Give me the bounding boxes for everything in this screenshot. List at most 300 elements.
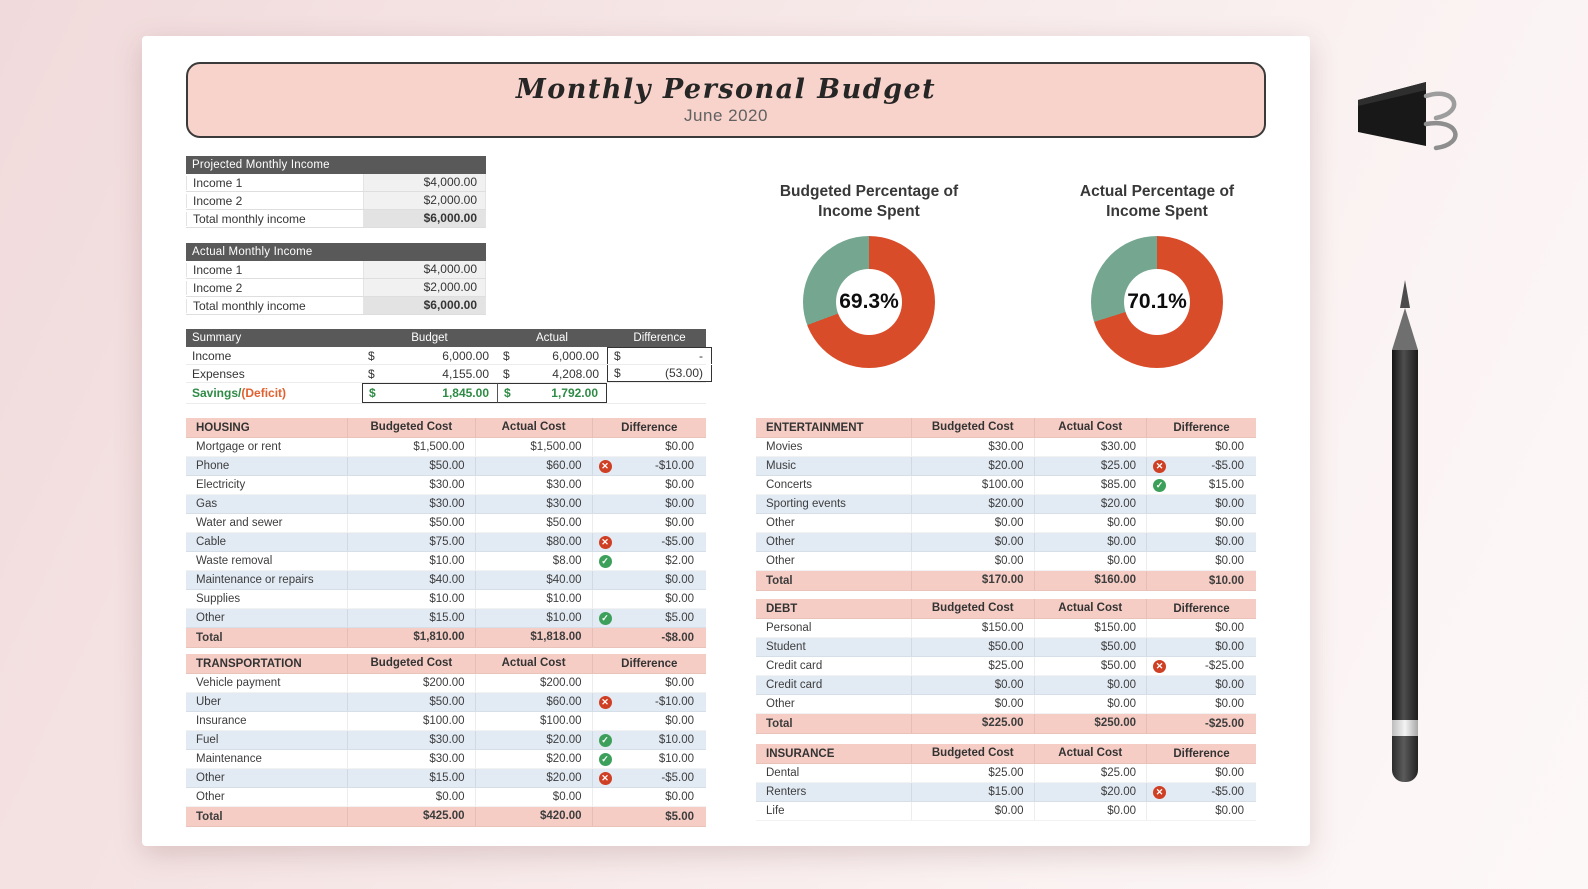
income-row-label: Total monthly income: [186, 212, 363, 226]
expense-total-row: [756, 714, 1256, 734]
actual-cost-cell: $100.00: [475, 712, 592, 730]
income-row-value: $2,000.00: [363, 192, 486, 209]
expense-total-row: [186, 628, 706, 648]
total-label: Total: [196, 631, 223, 644]
budgeted-cost-cell: $1,500.00: [347, 438, 474, 456]
transportation-table: [186, 654, 706, 827]
total-difference-cell: [1146, 571, 1256, 590]
expense-row: [186, 438, 706, 457]
total-label: Total: [766, 717, 793, 730]
budgeted-cost-cell: $150.00: [911, 619, 1034, 637]
budgeted-cost-cell: $0.00: [911, 533, 1034, 551]
difference-amount: $0.00: [1215, 767, 1244, 779]
budgeted-cost-cell: $0.00: [347, 788, 474, 806]
budgeted-cost-cell: $40.00: [347, 571, 474, 589]
actual-cost-cell: $80.00: [475, 533, 592, 551]
page-title: Monthly Personal Budget: [515, 74, 937, 105]
budgeted-cost-cell: $25.00: [911, 657, 1034, 675]
difference-cell: [592, 712, 706, 730]
entertainment-table: [756, 418, 1256, 591]
difference-cell: [1146, 764, 1256, 782]
budgeted-cost-cell: $0.00: [911, 552, 1034, 570]
expense-row-label: Renters: [766, 786, 807, 798]
donut-center-label: 70.1%: [1124, 269, 1190, 335]
difference-amount: $0.00: [665, 791, 694, 803]
total-actual-cell: $420.00: [475, 807, 592, 826]
expense-row: [186, 457, 706, 476]
expense-row: [756, 783, 1256, 802]
actual-cost-header: Actual Cost: [1034, 599, 1147, 618]
expense-row-label: Sporting events: [766, 498, 846, 510]
expense-row-label: Vehicle payment: [196, 677, 281, 689]
budget-sheet: [142, 36, 1310, 846]
currency-symbol: $: [368, 348, 375, 363]
actual-cost-cell: $40.00: [475, 571, 592, 589]
currency-symbol: $: [503, 366, 510, 381]
difference-cell: [1146, 457, 1256, 475]
difference-amount: $0.00: [1215, 441, 1244, 453]
actual-cost-cell: $20.00: [1034, 495, 1147, 513]
actual-cost-header: Actual Cost: [475, 654, 592, 673]
budgeted-cost-cell: $100.00: [347, 712, 474, 730]
income-row: [186, 210, 486, 228]
difference-amount: $10.00: [658, 753, 694, 765]
currency-symbol: $: [614, 366, 621, 380]
summary-row: [186, 365, 706, 383]
expense-row: [756, 764, 1256, 783]
expense-row: [186, 609, 706, 628]
actual-income-table: [186, 243, 486, 315]
difference-cell: [592, 693, 706, 711]
difference-cell: [592, 788, 706, 806]
difference-amount: $5.00: [665, 612, 694, 624]
difference-cell: [592, 438, 706, 456]
difference-amount: $0.00: [1215, 517, 1244, 529]
budgeted-cost-cell: $50.00: [347, 514, 474, 532]
actual-cost-cell: $20.00: [475, 750, 592, 768]
expense-row-label: Music: [766, 460, 797, 472]
budgeted-cost-cell: $50.00: [347, 457, 474, 475]
total-difference-amount: -$8.00: [661, 631, 694, 644]
difference-amount: $0.00: [1215, 555, 1244, 567]
summary-actual-cell: [497, 347, 607, 364]
over-budget-x-icon: ✕: [599, 460, 612, 473]
income-row-value: $4,000.00: [363, 174, 486, 191]
difference-cell: [1146, 676, 1256, 694]
amount: 1,845.00: [442, 386, 489, 400]
expense-row-label: Mortgage or rent: [196, 441, 282, 453]
difference-cell: [1146, 438, 1256, 456]
difference-amount: $0.00: [1215, 536, 1244, 548]
summary-actual-cell: [497, 365, 607, 382]
difference-cell: [1146, 783, 1256, 801]
actual-cost-cell: $10.00: [475, 590, 592, 608]
difference-cell: [1146, 802, 1256, 820]
difference-amount: $0.00: [665, 593, 694, 605]
budgeted-cost-cell: $15.00: [347, 609, 474, 627]
donut-chart: [803, 236, 935, 368]
budgeted-cost-cell: $25.00: [911, 764, 1034, 782]
expense-row-label: Personal: [766, 622, 812, 634]
over-budget-x-icon: ✕: [1153, 460, 1166, 473]
category-name: DEBT: [766, 602, 798, 615]
budgeted-cost-cell: $100.00: [911, 476, 1034, 494]
actual-cost-cell: $50.00: [1034, 657, 1147, 675]
difference-cell: [592, 457, 706, 475]
actual-cost-cell: $200.00: [475, 674, 592, 692]
budgeted-cost-cell: $10.00: [347, 552, 474, 570]
total-difference-amount: $10.00: [1208, 574, 1244, 587]
expense-row: [186, 788, 706, 807]
income-table-header: Projected Monthly Income: [186, 156, 486, 174]
expense-row-label: Other: [766, 555, 795, 567]
actual-cost-cell: $50.00: [1034, 638, 1147, 656]
difference-cell: [592, 571, 706, 589]
chart-title-line2: Income Spent: [1106, 203, 1208, 221]
budgeted-cost-header: Budgeted Cost: [911, 418, 1034, 437]
budgeted-cost-cell: $10.00: [347, 590, 474, 608]
total-difference-cell: [592, 807, 706, 826]
difference-cell: [592, 552, 706, 570]
expense-row: [756, 533, 1256, 552]
expense-row: [756, 619, 1256, 638]
expense-row: [186, 495, 706, 514]
difference-amount: $0.00: [1215, 498, 1244, 510]
under-budget-check-icon: ✓: [599, 734, 612, 747]
difference-header: Difference: [592, 418, 706, 437]
budgeted-cost-cell: $30.00: [347, 495, 474, 513]
budgeted-cost-cell: $20.00: [911, 457, 1034, 475]
chart-title-line1: Budgeted Percentage of: [779, 183, 959, 200]
expense-row: [186, 476, 706, 495]
currency-symbol: $: [368, 366, 375, 381]
actual-cost-cell: $0.00: [1034, 552, 1147, 570]
amount: 4,155.00: [442, 366, 489, 381]
expense-row-label: Credit card: [766, 660, 823, 672]
actual-cost-cell: $0.00: [1034, 533, 1147, 551]
total-difference-cell: [1146, 714, 1256, 733]
actual-cost-cell: $0.00: [1034, 514, 1147, 532]
under-budget-check-icon: ✓: [599, 753, 612, 766]
expense-row: [756, 457, 1256, 476]
expense-row: [186, 514, 706, 533]
summary-header-row: [186, 329, 706, 347]
projected-income-table: [186, 156, 486, 228]
difference-cell: [1146, 619, 1256, 637]
expense-row-label: Maintenance: [196, 753, 262, 765]
expense-row: [186, 590, 706, 609]
insurance-table: [756, 744, 1256, 821]
actual-cost-cell: $1,500.00: [475, 438, 592, 456]
chart-title: [1037, 182, 1277, 222]
under-budget-check-icon: ✓: [599, 555, 612, 568]
expense-row-label: Other: [196, 772, 225, 784]
expense-table-header: [756, 418, 1256, 438]
budgeted-percentage-chart: [749, 182, 989, 368]
budgeted-cost-cell: $30.00: [347, 750, 474, 768]
difference-amount: -$10.00: [654, 696, 694, 708]
income-row-label: Income 2: [186, 194, 363, 208]
actual-cost-cell: $0.00: [1034, 695, 1147, 713]
actual-cost-cell: $25.00: [1034, 764, 1147, 782]
expense-row: [186, 571, 706, 590]
difference-amount: $15.00: [1208, 479, 1244, 491]
under-budget-check-icon: ✓: [1153, 479, 1166, 492]
chart-title: [749, 182, 989, 222]
total-actual-cell: $1,818.00: [475, 628, 592, 647]
actual-cost-cell: $20.00: [1034, 783, 1147, 801]
difference-cell: [1146, 657, 1256, 675]
savings-label-red: (Deficit): [241, 386, 287, 400]
donut-center-label: 69.3%: [836, 269, 902, 335]
expense-row-label: Maintenance or repairs: [196, 574, 314, 586]
difference-cell: [592, 769, 706, 787]
budgeted-cost-cell: $15.00: [911, 783, 1034, 801]
expense-row: [756, 552, 1256, 571]
expense-row-label: Electricity: [196, 479, 246, 491]
summary-header-label: Summary: [192, 332, 242, 344]
expense-row: [186, 712, 706, 731]
difference-cell: [1146, 476, 1256, 494]
difference-cell: [592, 476, 706, 494]
difference-header: Difference: [1146, 744, 1256, 763]
difference-header: Difference: [1146, 599, 1256, 618]
chart-title-line2: Income Spent: [818, 203, 920, 221]
difference-amount: $10.00: [658, 734, 694, 746]
title-banner: [186, 62, 1266, 138]
expense-row-label: Insurance: [196, 715, 247, 727]
expense-row-label: Student: [766, 641, 806, 653]
actual-cost-header: Actual Cost: [475, 418, 592, 437]
expense-table-header: [756, 599, 1256, 619]
expense-row-label: Dental: [766, 767, 800, 779]
income-table-header: Actual Monthly Income: [186, 243, 486, 261]
difference-amount: $0.00: [665, 479, 694, 491]
summary-col-budget: Budget: [411, 332, 448, 344]
expense-row-label: Life: [766, 805, 785, 817]
amount: -: [699, 349, 703, 363]
budgeted-cost-header: Budgeted Cost: [347, 654, 474, 673]
actual-cost-cell: $30.00: [475, 476, 592, 494]
summary-savings-row: [186, 383, 706, 404]
expense-total-row: [186, 807, 706, 827]
budgeted-cost-header: Budgeted Cost: [347, 418, 474, 437]
difference-cell: [592, 514, 706, 532]
difference-amount: -$5.00: [1211, 786, 1244, 798]
expense-table-header: [756, 744, 1256, 764]
pencil-body: [1392, 350, 1418, 720]
pencil-tip: [1400, 280, 1410, 308]
difference-cell: [592, 495, 706, 513]
budgeted-cost-cell: $15.00: [347, 769, 474, 787]
difference-header: Difference: [1146, 418, 1256, 437]
total-difference-cell: [592, 628, 706, 647]
expense-row-label: Other: [196, 791, 225, 803]
expense-row-label: Supplies: [196, 593, 241, 605]
expense-row: [756, 514, 1256, 533]
expense-table-header: [186, 654, 706, 674]
expense-row: [186, 552, 706, 571]
expense-row: [756, 476, 1256, 495]
difference-amount: $0.00: [665, 677, 694, 689]
difference-cell: [592, 533, 706, 551]
housing-table: [186, 418, 706, 648]
actual-cost-cell: $20.00: [475, 769, 592, 787]
total-difference-amount: -$25.00: [1204, 717, 1244, 730]
summary-row: [186, 347, 706, 365]
pencil-graphic: [1392, 280, 1418, 782]
difference-amount: $0.00: [665, 498, 694, 510]
expense-row-label: Other: [766, 698, 795, 710]
difference-amount: $0.00: [1215, 679, 1244, 691]
difference-amount: $0.00: [665, 517, 694, 529]
expense-row: [756, 438, 1256, 457]
expense-row-label: Other: [196, 612, 225, 624]
difference-amount: $0.00: [1215, 641, 1244, 653]
amount: (53.00): [664, 366, 703, 380]
income-row: [186, 261, 486, 279]
chart-title-line1: Actual Percentage of: [1079, 183, 1235, 200]
expense-row-label: Credit card: [766, 679, 823, 691]
currency-symbol: $: [614, 349, 621, 363]
savings-label-green: Savings/: [192, 386, 242, 400]
category-name: INSURANCE: [766, 747, 835, 760]
summary-difference-cell: [607, 347, 712, 364]
expense-row-label: Waste removal: [196, 555, 273, 567]
difference-cell: [1146, 552, 1256, 570]
actual-cost-header: Actual Cost: [1034, 744, 1147, 763]
difference-amount: $2.00: [665, 555, 694, 567]
amount: 6,000.00: [442, 348, 489, 363]
total-budgeted-cell: $1,810.00: [347, 628, 474, 647]
difference-cell: [1146, 638, 1256, 656]
actual-cost-header: Actual Cost: [1034, 418, 1147, 437]
expense-row: [756, 638, 1256, 657]
expense-row: [756, 695, 1256, 714]
total-actual-cell: $250.00: [1034, 714, 1147, 733]
total-actual-cell: $160.00: [1034, 571, 1147, 590]
over-budget-x-icon: ✕: [1153, 786, 1166, 799]
expense-row: [756, 802, 1256, 821]
total-label: Total: [196, 810, 223, 823]
over-budget-x-icon: ✕: [599, 536, 612, 549]
summary-row-label: Income: [192, 348, 232, 363]
difference-cell: [592, 590, 706, 608]
income-row: [186, 174, 486, 192]
expense-row-label: Other: [766, 517, 795, 529]
total-budgeted-cell: $425.00: [347, 807, 474, 826]
expense-row: [186, 674, 706, 693]
difference-amount: $0.00: [1215, 698, 1244, 710]
income-row: [186, 192, 486, 210]
actual-cost-cell: $20.00: [475, 731, 592, 749]
actual-cost-cell: $30.00: [475, 495, 592, 513]
expense-row: [186, 769, 706, 788]
savings-budget-cell: [362, 383, 497, 403]
difference-amount: $0.00: [665, 574, 694, 586]
income-row-value: $4,000.00: [363, 261, 486, 278]
expense-row-label: Cable: [196, 536, 227, 548]
over-budget-x-icon: ✕: [599, 696, 612, 709]
expense-row-label: Movies: [766, 441, 803, 453]
category-name: ENTERTAINMENT: [766, 421, 864, 434]
actual-cost-cell: $50.00: [475, 514, 592, 532]
total-label: Total: [766, 574, 793, 587]
total-budgeted-cell: $225.00: [911, 714, 1034, 733]
total-difference-amount: $5.00: [665, 810, 694, 823]
category-name: TRANSPORTATION: [196, 657, 302, 670]
actual-cost-cell: $0.00: [475, 788, 592, 806]
total-budgeted-cell: $170.00: [911, 571, 1034, 590]
difference-cell: [1146, 695, 1256, 713]
amount: 1,792.00: [551, 386, 598, 400]
expense-row-label: Concerts: [766, 479, 813, 491]
category-name: HOUSING: [196, 421, 250, 434]
income-row-label: Income 1: [186, 176, 363, 190]
income-row-label: Total monthly income: [186, 299, 363, 313]
amount: 6,000.00: [552, 348, 599, 363]
actual-cost-cell: $0.00: [1034, 802, 1147, 820]
budgeted-cost-cell: $50.00: [347, 693, 474, 711]
actual-cost-cell: $0.00: [1034, 676, 1147, 694]
over-budget-x-icon: ✕: [1153, 660, 1166, 673]
income-row-value: $2,000.00: [363, 279, 486, 296]
summary-row-label: Expenses: [192, 366, 245, 381]
income-row: [186, 297, 486, 315]
actual-cost-cell: $60.00: [475, 457, 592, 475]
pencil-cone: [1392, 308, 1418, 350]
actual-cost-cell: $25.00: [1034, 457, 1147, 475]
currency-symbol: $: [503, 348, 510, 363]
donut-chart: [1091, 236, 1223, 368]
difference-amount: $0.00: [665, 441, 694, 453]
expense-row: [186, 533, 706, 552]
difference-cell: [1146, 495, 1256, 513]
income-row: [186, 279, 486, 297]
expense-row: [756, 657, 1256, 676]
budgeted-cost-cell: $75.00: [347, 533, 474, 551]
savings-actual-cell: [497, 383, 607, 403]
actual-cost-cell: $10.00: [475, 609, 592, 627]
budgeted-cost-cell: $30.00: [347, 476, 474, 494]
difference-cell: [592, 731, 706, 749]
difference-amount: $0.00: [1215, 622, 1244, 634]
difference-cell: [1146, 514, 1256, 532]
income-row-label: Income 1: [186, 263, 363, 277]
difference-header: Difference: [592, 654, 706, 673]
budgeted-cost-cell: $30.00: [347, 731, 474, 749]
pencil-cap: [1392, 736, 1418, 782]
budgeted-cost-header: Budgeted Cost: [911, 744, 1034, 763]
difference-amount: -$25.00: [1204, 660, 1244, 672]
expense-row-label: Water and sewer: [196, 517, 283, 529]
income-row-label: Income 2: [186, 281, 363, 295]
expense-row-label: Gas: [196, 498, 218, 510]
expense-row: [756, 495, 1256, 514]
difference-amount: $0.00: [1215, 805, 1244, 817]
amount: 4,208.00: [552, 366, 599, 381]
budgeted-cost-cell: $0.00: [911, 695, 1034, 713]
income-row-value: $6,000.00: [363, 297, 486, 314]
income-row-value: $6,000.00: [363, 210, 486, 227]
currency-symbol: $: [504, 386, 511, 400]
budgeted-cost-cell: $200.00: [347, 674, 474, 692]
difference-amount: -$5.00: [661, 772, 694, 784]
budgeted-cost-cell: $0.00: [911, 676, 1034, 694]
debt-table: [756, 599, 1256, 734]
actual-cost-cell: $150.00: [1034, 619, 1147, 637]
expense-total-row: [756, 571, 1256, 591]
